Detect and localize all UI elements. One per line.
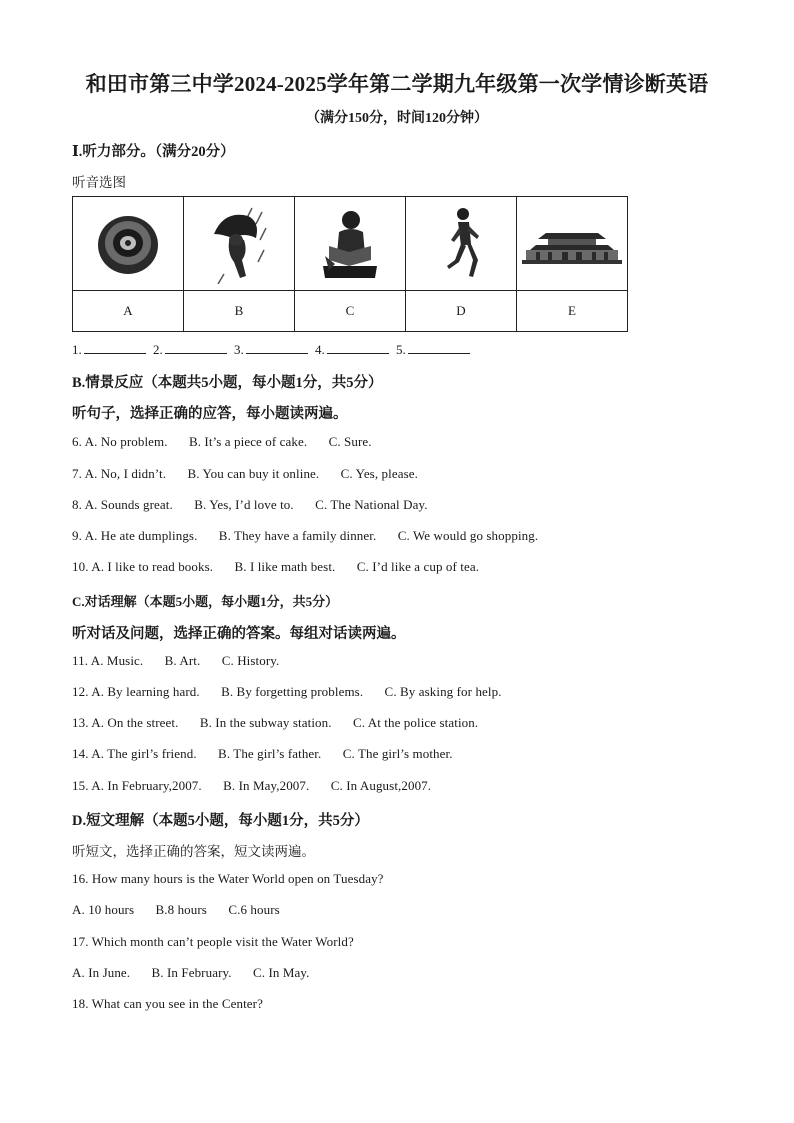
picture-cell-c (295, 197, 406, 291)
part-d-instruction: 听短文，选择正确的答案，短文读两遍。 (72, 844, 315, 859)
question-6 (72, 434, 372, 450)
option-c[interactable]: C. I’d like a cup of tea. (356, 559, 480, 574)
option-c[interactable]: C. Yes, please. (340, 466, 418, 481)
page-title: 和田市第三中学2024-2025学年第二学期九年级第一次学情诊断英语 (85, 72, 709, 96)
section-heading-listening: Ⅰ.听力部分。（满分20分） (72, 144, 235, 160)
option-c[interactable]: C. The girl’s mother. (342, 746, 453, 761)
blank-number: 1. (72, 342, 82, 357)
question-number: 9. (72, 528, 82, 543)
picture-label-c: C (295, 291, 406, 332)
question-number: 12. (72, 684, 89, 699)
question-number: 7. (72, 466, 82, 481)
reading-person-icon (315, 204, 385, 284)
question-7 (72, 466, 418, 482)
question-number: 8. (72, 497, 82, 512)
part-d-heading: D.短文理解（本题5小题，每小题1分，共5分） (72, 813, 369, 829)
option-b[interactable]: B. I like math best. (234, 559, 336, 574)
answer-blank-4[interactable] (327, 341, 389, 354)
option-b[interactable]: B. Yes, I’d love to. (194, 497, 294, 512)
answer-blank-1[interactable] (84, 341, 146, 354)
picture-label-d: D (406, 291, 517, 332)
option-c[interactable]: C. History. (221, 653, 280, 668)
picture-cell-b (184, 197, 295, 291)
question-16: 16. How many hours is the Water World open on Tuesday? (72, 871, 384, 886)
question-17: 17. Which month can’t people visit the Water World? (72, 934, 354, 949)
part-b-instruction: 听句子，选择正确的应答，每小题读两遍。 (72, 406, 348, 422)
option-a[interactable]: A. No, I didn’t. (84, 466, 167, 481)
rain-umbrella-icon (204, 204, 274, 284)
option-a[interactable]: A. By learning hard. (91, 684, 200, 699)
blank-number: 5. (396, 342, 406, 357)
answer-blank-2[interactable] (165, 341, 227, 354)
part-c-heading: C.对话理解（本题5小题，每小题1分，共5分） (72, 594, 339, 609)
blank-number: 2. (153, 342, 163, 357)
picture-label-a: A (73, 291, 184, 332)
question-10 (72, 559, 479, 575)
part-a-label: 听音选图 (72, 175, 126, 190)
option-b[interactable]: B. Art. (164, 653, 201, 668)
option-c[interactable]: C.6 hours (228, 902, 280, 917)
page-subtitle: （满分150分，时间120分钟） (306, 111, 488, 126)
option-b[interactable]: B. They have a family dinner. (218, 528, 377, 543)
option-a[interactable]: A. 10 hours (72, 902, 135, 917)
option-b[interactable]: B. In the subway station. (199, 715, 332, 730)
blank-number: 3. (234, 342, 244, 357)
answer-blank-3[interactable] (246, 341, 308, 354)
picture-cell-e (517, 197, 628, 291)
picture-label-e: E (517, 291, 628, 332)
option-c[interactable]: C. At the police station. (352, 715, 479, 730)
question-number: 6. (72, 434, 82, 449)
question-number: 14. (72, 746, 89, 761)
option-b[interactable]: B. In February. (151, 965, 232, 980)
option-a[interactable]: A. He ate dumplings. (84, 528, 198, 543)
option-a[interactable]: A. Sounds great. (84, 497, 173, 512)
question-number: 11. (72, 653, 89, 668)
blank-number: 4. (315, 342, 325, 357)
option-c[interactable]: C. By asking for help. (384, 684, 502, 699)
option-c[interactable]: C. We would go shopping. (397, 528, 539, 543)
option-a[interactable]: A. No problem. (84, 434, 168, 449)
question-17-options (72, 965, 309, 981)
question-number: 10. (72, 559, 89, 574)
cake-icon (93, 209, 163, 279)
picture-cell-d (406, 197, 517, 291)
option-b[interactable]: B. In May,2007. (223, 778, 310, 793)
question-16-options (72, 902, 280, 918)
part-b-heading: B.情景反应（本题共5小题，每小题1分，共5分） (72, 375, 383, 391)
option-a[interactable]: A. In February,2007. (91, 778, 202, 793)
option-a[interactable]: A. I like to read books. (91, 559, 214, 574)
option-b[interactable]: B. It’s a piece of cake. (188, 434, 308, 449)
option-b[interactable]: B. By forgetting problems. (221, 684, 364, 699)
option-c[interactable]: C. In May. (252, 965, 310, 980)
answer-blanks (72, 341, 474, 358)
answer-blank-5[interactable] (408, 341, 470, 354)
question-8 (72, 497, 428, 513)
picture-table (72, 196, 628, 332)
option-c[interactable]: C. Sure. (328, 434, 372, 449)
option-b[interactable]: B.8 hours (155, 902, 207, 917)
question-12 (72, 684, 502, 700)
question-9 (72, 528, 538, 544)
option-b[interactable]: B. You can buy it online. (187, 466, 320, 481)
option-a[interactable]: A. In June. (72, 965, 131, 980)
question-number: 13. (72, 715, 89, 730)
option-a[interactable]: A. On the street. (91, 715, 179, 730)
option-c[interactable]: C. The National Day. (315, 497, 428, 512)
option-a[interactable]: A. Music. (90, 653, 144, 668)
running-person-icon (431, 204, 491, 284)
option-c[interactable]: C. In August,2007. (330, 778, 432, 793)
option-a[interactable]: A. The girl’s friend. (91, 746, 197, 761)
question-11 (72, 653, 279, 669)
picture-label-b: B (184, 291, 295, 332)
question-15 (72, 778, 431, 794)
part-c-instruction: 听对话及问题，选择正确的答案。每组对话读两遍。 (72, 626, 406, 642)
forbidden-city-icon (522, 219, 622, 269)
question-number: 15. (72, 778, 89, 793)
question-13 (72, 715, 478, 731)
question-18: 18. What can you see in the Center? (72, 996, 263, 1011)
picture-cell-a (73, 197, 184, 291)
question-14 (72, 746, 453, 762)
option-b[interactable]: B. The girl’s father. (218, 746, 322, 761)
